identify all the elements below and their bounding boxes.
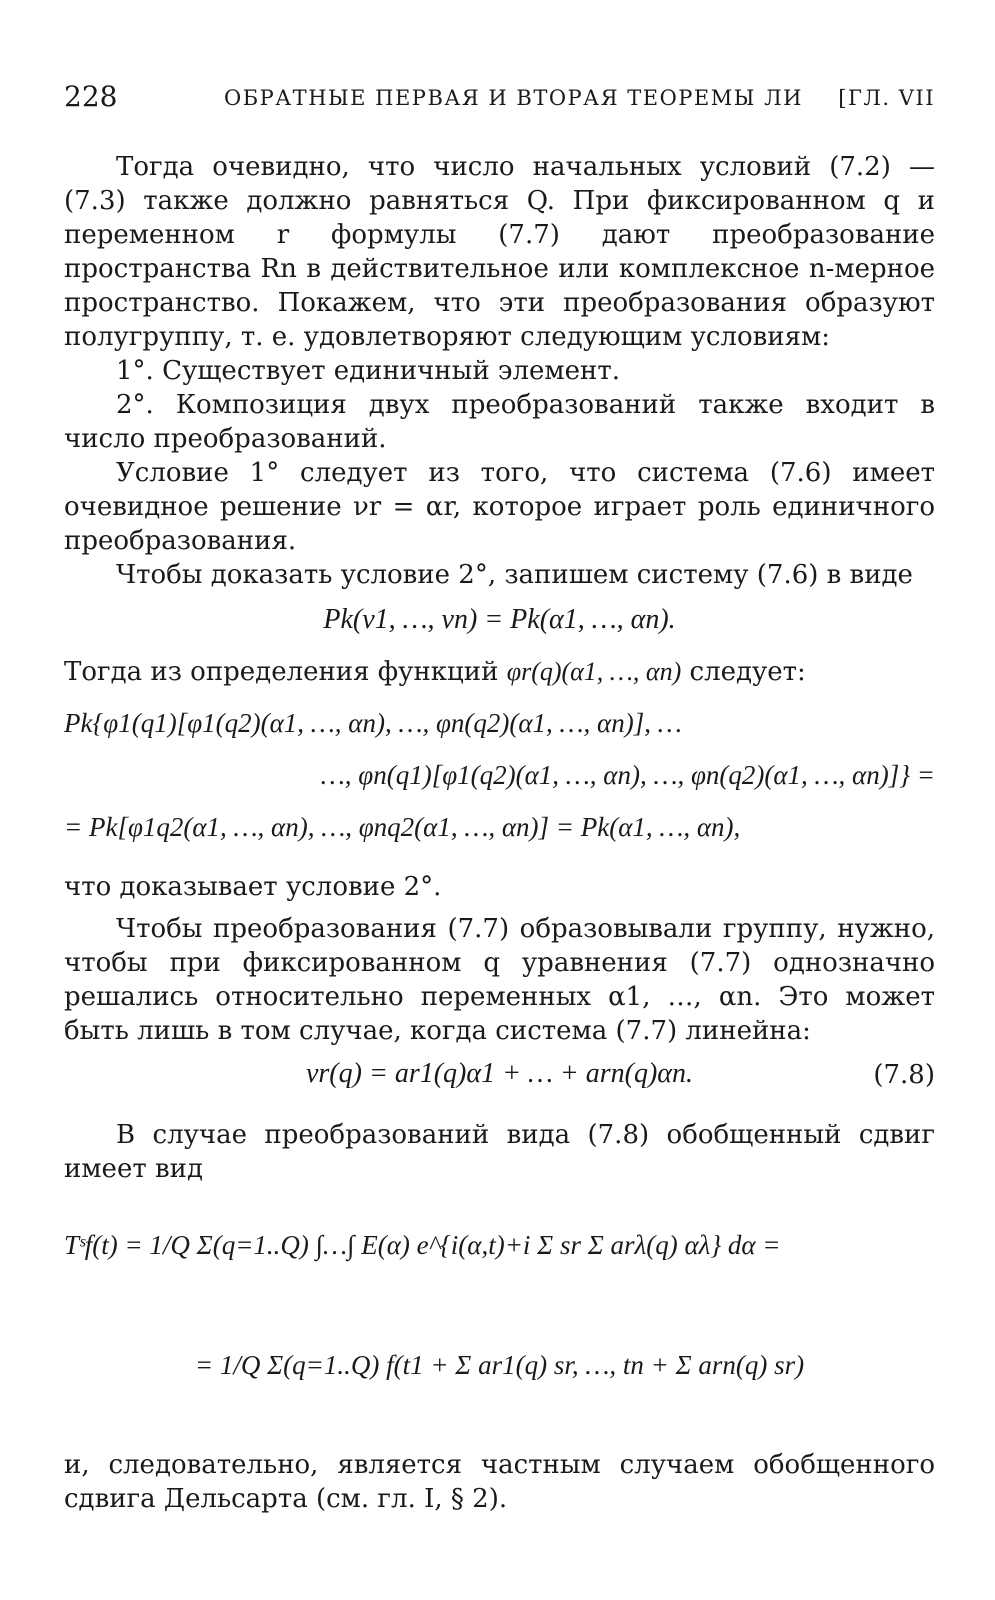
equation-text: νr(q) = ar1(q)α1 + … + arn(q)αn. — [305, 1058, 694, 1089]
equation-text: …, φn(q1)[φ1(q2)(α1, …, αn), …, φn(q2)(α1, …, αn)]} = — [320, 760, 935, 790]
paragraph-text: Тогда из определения функций — [64, 657, 507, 687]
equation-p — [64, 604, 935, 636]
shift-line-1 — [64, 1230, 935, 1261]
paragraph: что доказывает условие 2°. — [64, 872, 442, 902]
paragraph-text: следует: — [681, 657, 806, 687]
list-item: 2°. Композиция двух преобразований также входит в число преобразований. — [64, 390, 935, 454]
shift-line-2 — [64, 1350, 935, 1381]
paragraph: Чтобы доказать условие 2°, запишем систему (7.6) в виде — [116, 560, 913, 590]
paragraph: В случае преобразований вида (7.8) обобщенный сдвиг имеет вид — [64, 1120, 935, 1184]
body-block-2 — [64, 655, 935, 689]
list-item: 1°. Существует единичный элемент. — [116, 356, 620, 386]
equation-text: Pk{φ1(q1)[φ1(q2)(α1, …, αn), …, φn(q2)(α1, …, αn)], … — [64, 708, 682, 738]
body-block-4 — [64, 1118, 935, 1186]
paragraph: и, следовательно, является частным случаем обобщенного сдвига Дельсарта (см. гл. I, § 2). — [64, 1450, 935, 1514]
paragraph: Чтобы преобразования (7.7) образовывали группу, нужно, чтобы при фиксированном q уравнения (7.7) однозначно решались относительно переменных α1, …, αn. Это может быть лишь в том случае, когда система (7.7) линейна: — [64, 914, 935, 1046]
body-block-5 — [64, 1448, 935, 1516]
composition-line-3 — [64, 812, 935, 843]
page-number: 228 — [64, 80, 118, 113]
composition-line-2 — [64, 760, 935, 791]
paragraph: Тогда очевидно, что число начальных условий (7.2) — (7.3) также должно равняться Q. При фиксированном q и переменном r формулы (7.7) дают преобразование пространства Rn в действительное или комплексное n-мерное пространство. Покажем, что эти преобразования образуют полугруппу, т. е. удовлетворяют следующим условиям: — [64, 152, 935, 352]
running-header — [64, 80, 935, 120]
equation-text: = Pk[φ1q2(α1, …, αn), …, φnq2(α1, …, αn)] = Pk(α1, …, αn), — [64, 812, 741, 842]
body-block-3 — [64, 870, 935, 1048]
equation-7-8 — [64, 1058, 935, 1090]
running-title: ОБРАТНЫЕ ПЕРВАЯ И ВТОРАЯ ТЕОРЕМЫ ЛИ — [224, 86, 803, 110]
chapter-marker: [ГЛ. VII — [838, 86, 935, 110]
equation-text: Tˢf(t) = 1/Q Σ(q=1..Q) ∫…∫ E(α) e^{i(α,t)+i Σ sr Σ arλ(q) αλ} dα = — [64, 1230, 781, 1260]
body-block-1 — [64, 150, 935, 592]
equation-text: = 1/Q Σ(q=1..Q) f(t1 + Σ ar1(q) sr, …, tn + Σ arn(q) sr) — [194, 1350, 805, 1380]
paragraph: Условие 1° следует из того, что система (7.6) имеет очевидное решение νr = αr, которое играет роль единичного преобразования. — [64, 458, 935, 556]
phi-function: φr(q)(α1, …, αn) — [506, 657, 682, 686]
equation-text: Pk(ν1, …, νn) = Pk(α1, …, αn). — [323, 604, 676, 635]
paragraph — [64, 655, 935, 689]
composition-line-1 — [64, 708, 935, 739]
equation-number: (7.8) — [873, 1060, 935, 1090]
